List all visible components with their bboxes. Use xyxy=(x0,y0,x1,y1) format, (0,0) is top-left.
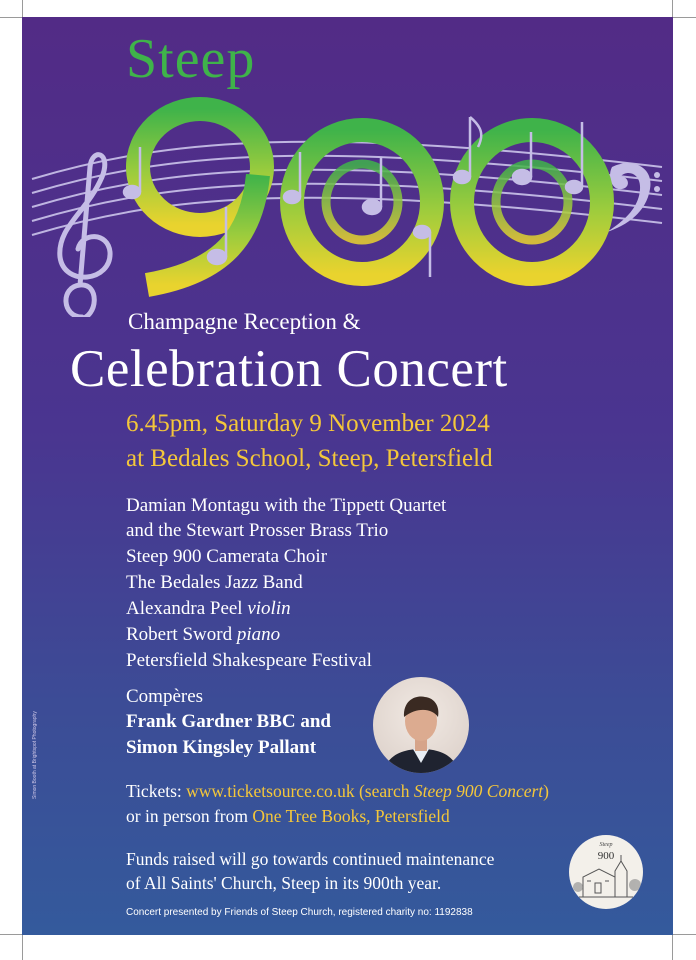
performer-line: The Bedales Jazz Band xyxy=(126,572,303,593)
performer-line: and the Stewart Prosser Brass Trio xyxy=(126,520,389,541)
crop-mark xyxy=(0,17,22,18)
crop-mark xyxy=(673,934,696,935)
crop-mark xyxy=(22,935,23,960)
performer-line: Alexandra Peel violin xyxy=(126,598,291,619)
ticket-website-link[interactable]: www.ticketsource.co.uk xyxy=(186,781,355,801)
crop-mark xyxy=(673,17,696,18)
footer-charity-note: Concert presented by Friends of Steep Church, registered charity no: 1192838 xyxy=(126,907,473,918)
church-logo xyxy=(569,835,643,909)
performer-line: Damian Montagu with the Tippett Quartet xyxy=(126,495,447,516)
portrait-figure xyxy=(373,677,469,773)
performer-line: Steep 900 Camerata Choir xyxy=(126,546,328,567)
crop-mark xyxy=(672,0,673,17)
instrument-label: violin xyxy=(247,598,291,619)
photo-credit: Simon Booth at Brightspot Photography xyxy=(32,711,38,799)
performer-line: Robert Sword piano xyxy=(126,624,281,645)
crop-mark xyxy=(22,0,23,17)
comperes-heading: Compères xyxy=(126,686,204,707)
compere-portrait-photo xyxy=(373,677,469,773)
church-drawing-icon xyxy=(569,835,643,909)
page-title: Celebration Concert xyxy=(70,340,508,398)
funds-line: of All Saints' Church, Steep in its 900th year. xyxy=(126,873,442,893)
event-date-time: 6.45pm, Saturday 9 November 2024 xyxy=(126,410,490,437)
search-term: Steep 900 Concert xyxy=(413,781,544,801)
performer-line: Petersfield Shakespeare Festival xyxy=(126,650,372,671)
instrument-label: piano xyxy=(236,624,281,645)
church-logo-number: 900 xyxy=(597,850,615,862)
steep-900-music-logo xyxy=(22,17,673,317)
compere-line: Frank Gardner BBC and xyxy=(126,711,331,732)
subtitle: Champagne Reception & xyxy=(128,309,361,334)
bookshop-name: One Tree Books, Petersfield xyxy=(252,806,450,826)
funds-line: Funds raised will go towards continued maintenance xyxy=(126,849,495,869)
steep-logo-word: Steep xyxy=(126,28,256,90)
church-logo-label: Steep xyxy=(599,842,613,848)
event-venue: at Bedales School, Steep, Petersfield xyxy=(126,445,493,472)
crop-mark xyxy=(0,934,22,935)
tickets-line: Tickets: www.ticketsource.co.uk (search Steep 900 Concert) xyxy=(126,781,549,801)
concert-poster xyxy=(22,17,673,935)
compere-line: Simon Kingsley Pallant xyxy=(126,737,317,758)
tickets-line-2: or in person from One Tree Books, Petersfield xyxy=(126,806,450,826)
crop-mark xyxy=(672,935,673,960)
